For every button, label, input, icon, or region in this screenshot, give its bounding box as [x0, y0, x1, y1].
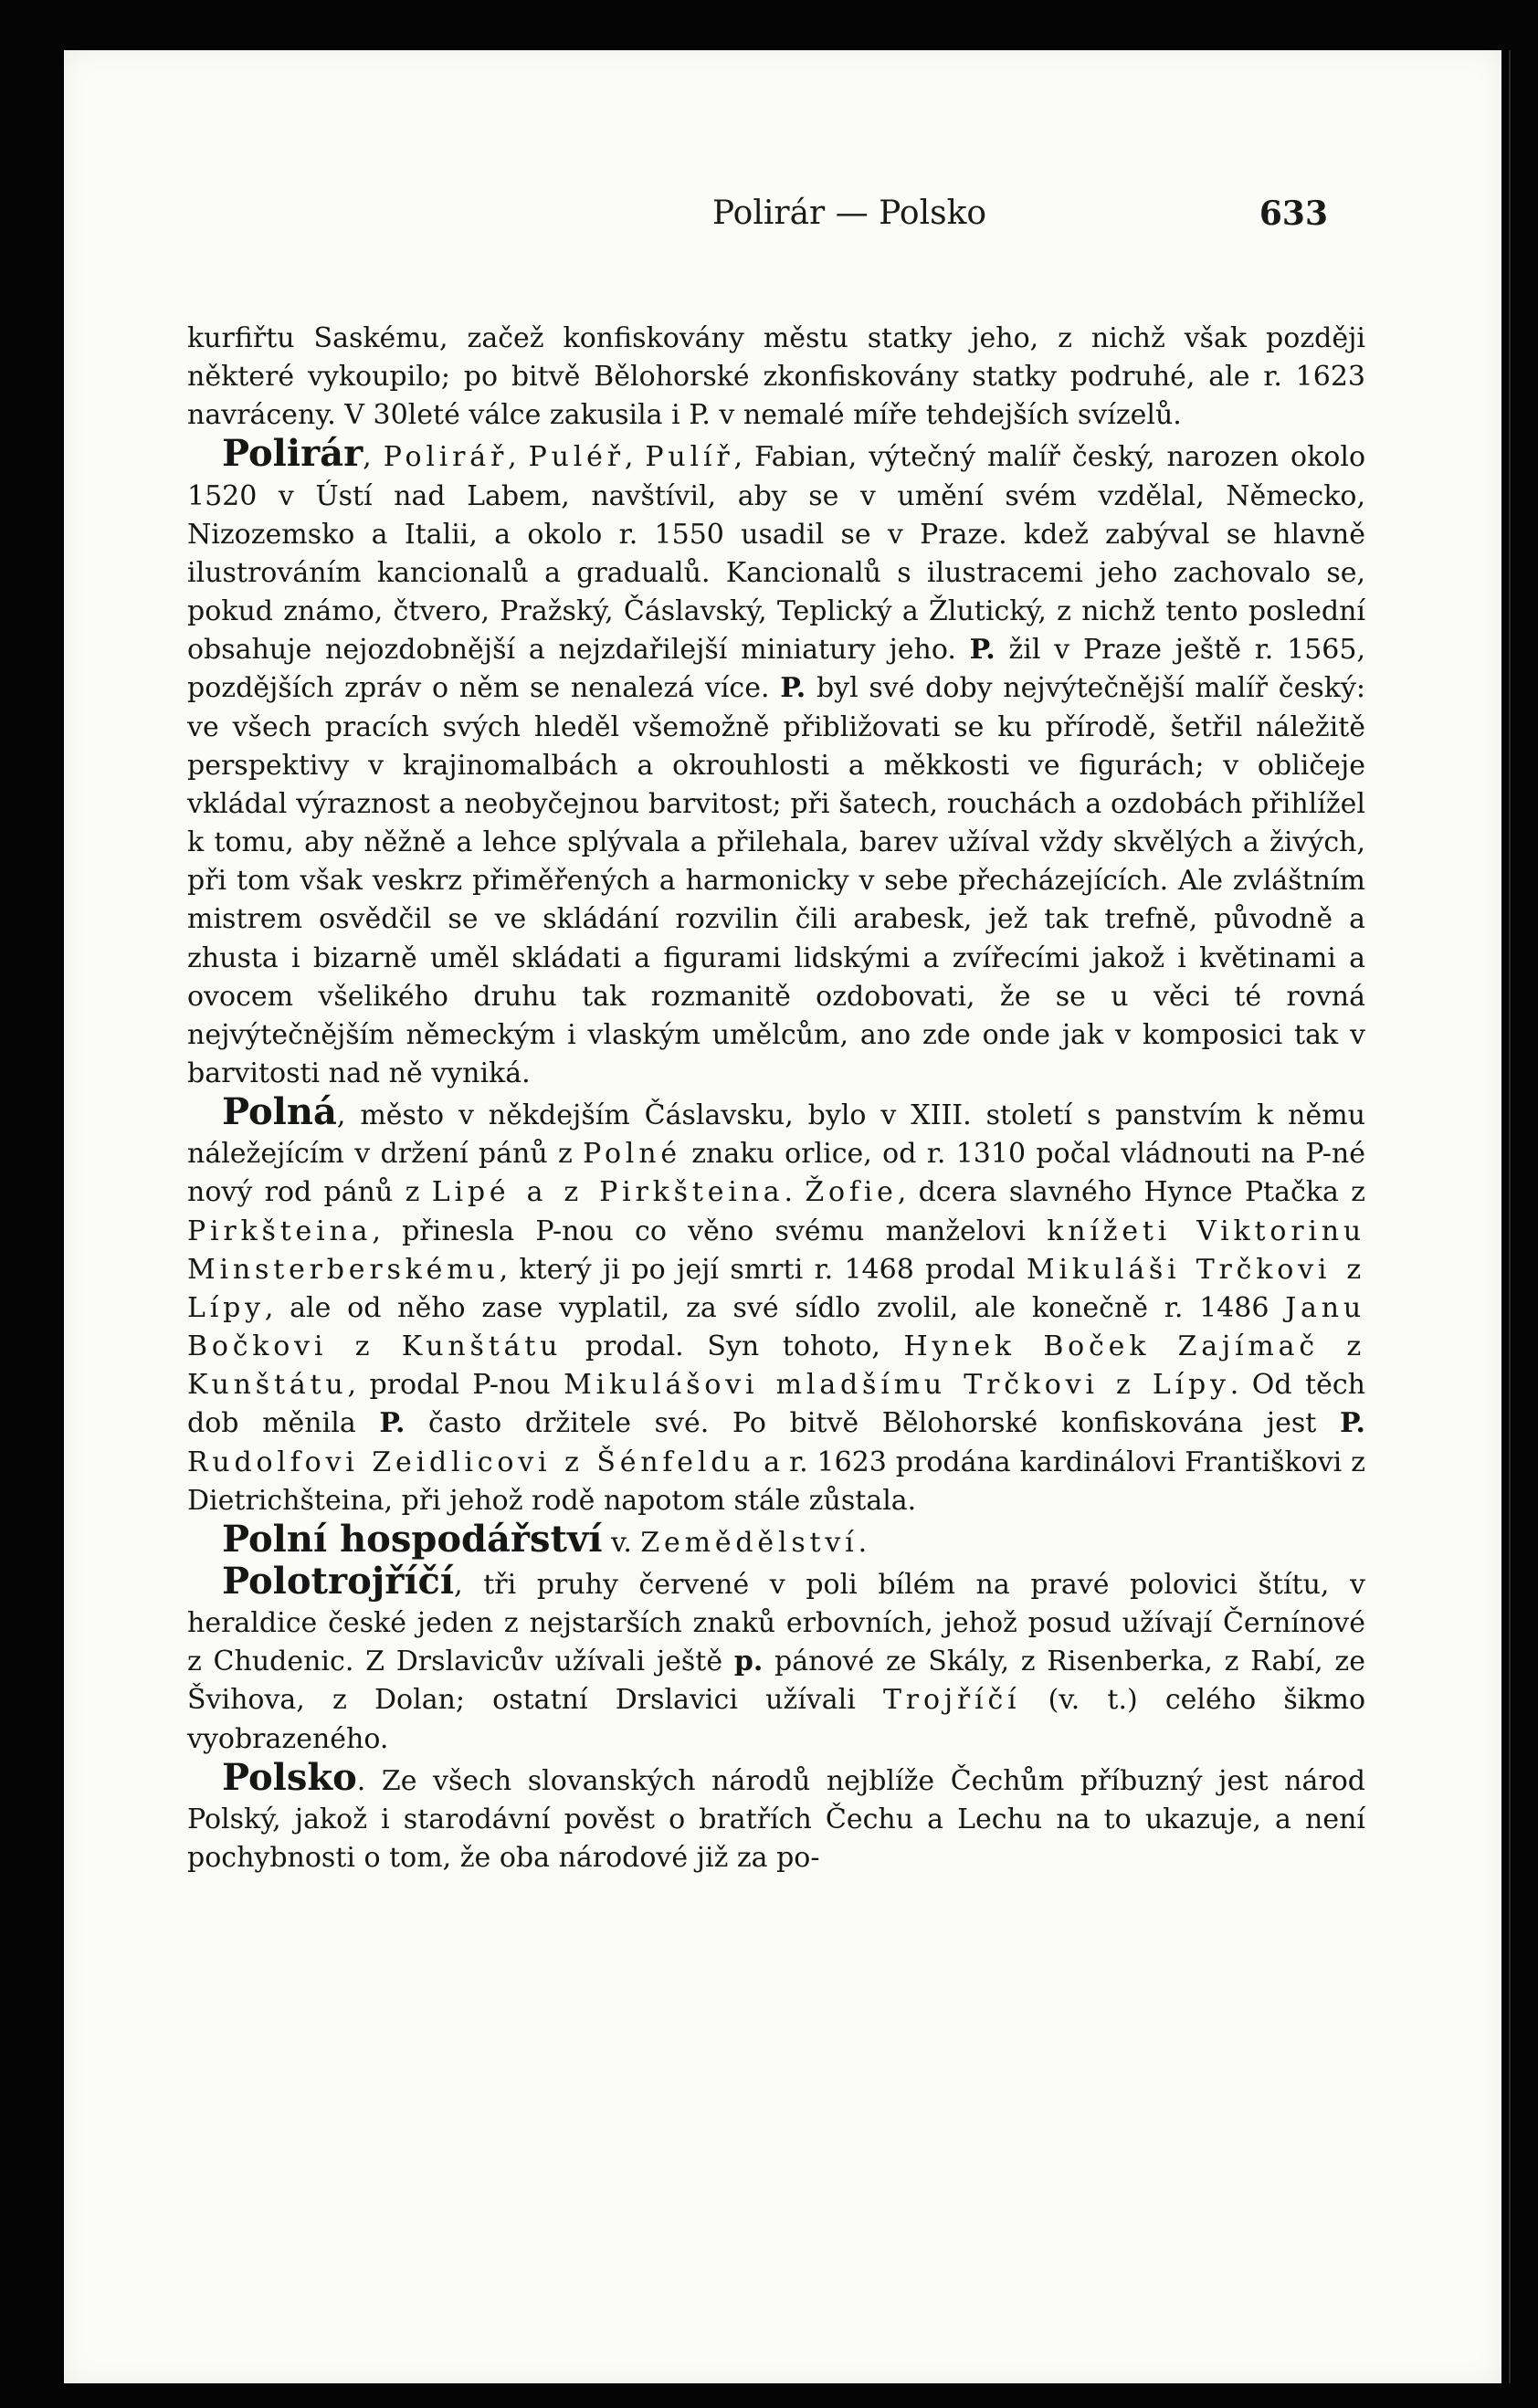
entry-continuation: kurfiřtu Saskému, začež konfiskovány městu statky jeho, z nichž však později některé vykoupilo; po bitvě Bělohorské zkonfiskovány statky podruhé, ale r. 1623 navráceny. V 30leté válce zakusila i P. v nemalé míře tehdejších svízelů.	[187, 322, 1365, 432]
running-title: Polirár — Polsko	[711, 195, 987, 232]
headword: Polní hospodářství	[222, 1517, 603, 1561]
entry-polotrojririci: Polotrojříčí, tři pruhy červené v poli bílém na pravé polovici štítu, v heraldice české jeden z nejstarších znaků erbovních, jehož posud užívají Černínové z Chudenic. Z Drslavicův užívali ještě p. pánové ze Skály, z Risenberka, z Rabí, ze Švihova, z Dolan; ostatní Drslavici užívali Trojříčí (v. t.) celého šikmo vyobrazeného.	[187, 1560, 1365, 1755]
page-edge	[1509, 50, 1511, 2383]
book-page	[64, 50, 1501, 2383]
headword: Polirár	[222, 432, 363, 476]
entry-polna: Polná, město v někdejším Čáslavsku, bylo v XIII. století s panstvím k němu náležejícím v držení pánů z Polné znaku orlice, od r. 1310 počal vládnouti na P-né nový rod pánů z Lipé a z Pirkšteina. Žofie, dcera slavného Hynce Ptačka z Pirkšteina, přinesla P-nou co věno svému manželovi knížeti Viktorinu Minsterberskému, který ji po její smrti r. 1468 prodal Mikuláši Trčkovi z Lípy, ale od něho zase vyplatil, za své sídlo zvolil, ale konečně r. 1486 Janu Bočkovi z Kunštátu prodal. Syn tohoto, Hynek Boček Zajímač z Kunštátu, prodal P-nou Mikulášovi mladšímu Trčkovi z Lípy. Od těch dob měnila P. často držitele své. Po bitvě Bělohorské konfiskována jest P. Rudolfovi Zeidlicovi z Šénfeldu a r. 1623 prodána kardinálovi Františkovi z Dietrichšteina, při jehož rodě napotom stále zůstala.	[187, 1090, 1366, 1517]
headword: Polsko	[222, 1755, 357, 1799]
page-number: 633	[1259, 195, 1328, 233]
headword: Polná	[222, 1090, 337, 1134]
entry-polirar: Polirár, Polirář, Puléř, Pulíř, Fabian, výtečný malíř český, narozen okolo 1520 v Ústí nad Labem, navštívil, aby se v umění svém vzdělal, Německo, Nizozemsko a Italii, a okolo r. 1550 usadil se v Praze. kdež zabýval se hlavně ilustrováním kancionalů a gradualů. Kancionalů s ilustracemi jeho zachovalo se, pokud známo, čtvero, Pražský, Čáslavský, Teplický a Žlutický, z nichž tento poslední obsahuje nejozdobnější a nejzdařilejší miniatury jeho. P. žil v Praze ještě r. 1565, pozdějších zpráv o něm se nenalezá více. P. byl své doby nejvýtečnější malíř český: ve všech pracích svých hleděl všemožně přibližovati se ku přírodě, šetřil náležitě perspektivy v krajinomalbách a okrouhlosti a měkkosti ve figurách; v obličeje vkládal výraznost a neobyčejnou barvitost; při šatech, rouchách a ozdobách přihlížel k tomu, aby něžně a lehce splývala a přilehala, barev užíval vždy skvělých a živých, při tom však veskrz přiměřených a harmonicky v sebe přecházejících. Ale zvláštním mistrem osvědčil se ve skládání rozvilin čili arabesk, jež tak trefně, původně a zhusta i bizarně uměl skládati a figurami lidskými a zvířecími jakož i květinami a ovocem všelikého druhu tak rozmanitě ozdobovati, že se u věci té rovná nejvýtečnějším německým i vlaským umělcům, ano zde onde jak v komposici tak v barvitosti nad ně vyniká.	[187, 432, 1366, 1089]
variant-name: Polirář	[383, 441, 509, 474]
headword: Polotrojříčí	[222, 1560, 455, 1603]
entry-polni-hospodarstvi: Polní hospodářství v. Zemědělství.	[222, 1517, 868, 1561]
encyclopedia-text	[187, 320, 1365, 1877]
variant-name: Pulíř	[645, 441, 734, 474]
variant-name: Puléř	[528, 441, 625, 474]
entry-polsko: Polsko. Ze všech slovanských národů nejblíže Čechům příbuzný jest národ Polský, jakož i starodávní pověst o bratřích Čechu a Lechu na to ukazuje, a není pochybnosti o tom, že oba národové již za po-	[187, 1755, 1365, 1875]
running-header	[64, 195, 1501, 249]
